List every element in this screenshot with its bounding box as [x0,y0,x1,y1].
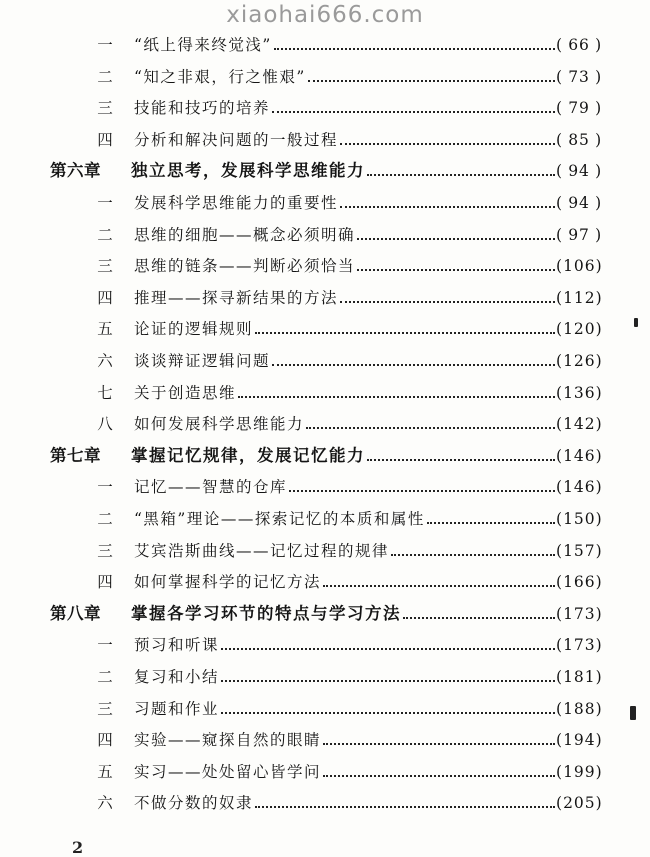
toc-section-row [0,725,650,755]
page-number-value: 157 [563,541,596,560]
dot-leader [308,80,555,82]
page-number-value: 66 [568,36,590,54]
dot-leader [403,617,555,619]
page-reference: ( 66 ) [556,30,614,60]
section-number: 一 [97,36,113,54]
entry-line [131,441,555,471]
toc-section-row [0,472,650,502]
page-number-value: 173 [563,636,596,655]
page-reference: ( 85 ) [556,125,614,155]
toc-section-row [0,220,650,250]
page-reference: (112) [556,283,614,313]
toc-section-row [0,346,650,376]
entry-line [134,314,555,344]
page-number-value: 94 [568,162,590,181]
page-number-value: 85 [568,130,590,149]
page-number-value: 146 [563,446,596,465]
dot-leader [272,364,555,366]
chapter-number: 第六章 [50,161,101,181]
section-number: 一 [97,194,113,212]
dot-leader [272,111,555,113]
page-reference: (146) [556,441,614,471]
section-number: 六 [97,352,113,370]
page-number-value: 112 [563,288,596,307]
toc-section-row [0,283,650,313]
page-reference: (166) [556,567,614,597]
dot-leader [323,585,555,587]
entry-line [134,251,555,281]
dot-leader [255,332,555,334]
chapter-number: 第八章 [50,603,101,623]
section-title: 推理——探寻新结果的方法 [134,288,339,307]
page-number-value: 120 [563,320,596,339]
section-number: 三 [97,541,113,560]
entry-line [134,788,555,818]
dot-leader [289,490,555,492]
section-title: 记忆——智慧的仓库 [134,478,288,497]
page-reference: (142) [556,409,614,439]
section-number: 二 [97,225,113,244]
page-reference: (194) [556,725,614,755]
dot-leader [306,427,555,429]
toc-section-row [0,630,650,660]
entry-line [134,757,555,787]
toc-section-row [0,378,650,408]
dot-leader [274,48,555,50]
toc-section-row [0,567,650,597]
section-number: 一 [97,636,113,655]
page-number-value: 205 [563,794,596,813]
section-number: 三 [97,99,113,118]
chapter-title: 独立思考，发展科学思维能力 [131,161,365,181]
scan-speck [634,318,638,327]
page-reference: ( 97 ) [556,220,614,250]
toc-section-row [0,504,650,534]
dot-leader [340,143,555,145]
entry-line [134,188,555,218]
dot-leader [221,680,555,682]
page-number-value: 194 [563,731,596,750]
toc-section-row [0,188,650,218]
section-title: 不做分数的奴隶 [134,794,254,813]
section-title: 发展科学思维能力的重要性 [134,194,339,212]
page-reference: (173) [556,630,614,660]
dot-leader [221,648,555,650]
page-number-value: 173 [563,604,596,623]
section-title: 艾宾浩斯曲线——记忆过程的规律 [134,541,390,560]
entry-line [134,62,555,92]
page-reference: (173) [556,599,614,629]
toc-section-row [0,788,650,818]
section-title: 实验——窥探自然的眼睛 [134,731,322,750]
dot-leader [357,269,555,271]
section-title: 如何发展科学思维能力 [134,415,305,434]
toc-section-row [0,536,650,566]
toc-section-row [0,757,650,787]
page-number-value: 150 [563,510,596,528]
dot-leader [340,206,555,208]
page-number-value: 79 [568,99,590,118]
chapter-title: 掌握记忆规律，发展记忆能力 [131,445,365,465]
page-number-value: 199 [563,762,596,781]
section-number: 五 [97,320,113,339]
entry-line [134,220,555,250]
toc-section-row [0,251,650,281]
section-title: 谈谈辩证逻辑问题 [134,352,271,370]
toc-section-row [0,30,650,60]
section-number: 四 [97,731,113,750]
toc-section-row [0,125,650,155]
entry-line [134,630,555,660]
dot-leader [340,301,555,303]
page-reference: (188) [556,694,614,724]
section-title: 论证的逻辑规则 [134,320,254,339]
page-reference: (150) [556,504,614,534]
section-number: 二 [97,67,113,86]
page-number-value: 166 [563,573,596,592]
section-title: 预习和听课 [134,636,220,655]
page-number-value: 181 [563,668,596,686]
section-title: “知之非艰，行之惟艰” [134,67,306,86]
dot-leader [391,554,555,556]
entry-line [134,504,555,534]
watermark: xiaohai666.com [226,2,424,28]
page-reference: ( 79 ) [556,93,614,123]
entry-line [134,125,555,155]
entry-line [134,662,555,692]
page-reference: ( 94 ) [556,188,614,218]
dot-leader [357,238,555,240]
toc-section-row [0,662,650,692]
toc-section-row [0,409,650,439]
dot-leader [367,459,555,461]
dot-leader [323,743,555,745]
page-reference: (126) [556,346,614,376]
section-title: 复习和小结 [134,668,220,686]
section-title: 思维的链条——判断必须恰当 [134,257,356,276]
dot-leader [221,712,555,714]
entry-line [134,378,555,408]
page-number-value: 94 [568,194,590,212]
section-number: 八 [97,415,113,434]
section-title: “纸上得来终觉浅” [134,36,272,54]
entry-line [134,283,555,313]
page-reference: (199) [556,757,614,787]
section-number: 四 [97,288,113,307]
page-reference: (120) [556,314,614,344]
toc-chapter-row [0,156,650,186]
page-reference: (106) [556,251,614,281]
page-number-value: 136 [563,383,596,402]
dot-leader [255,806,555,808]
section-title: 习题和作业 [134,699,220,718]
section-title: 实习——处处留心皆学问 [134,762,322,781]
dot-leader [367,174,555,176]
section-title: 技能和技巧的培养 [134,99,271,118]
section-number: 四 [97,130,113,149]
section-title: “黑箱”理论——探索记忆的本质和属性 [134,510,425,528]
chapter-number: 第七章 [50,445,101,465]
toc-section-row [0,62,650,92]
page-number-value: 146 [563,478,596,497]
page-reference: (157) [556,536,614,566]
page-number-value: 106 [563,257,596,276]
section-number: 四 [97,573,113,592]
section-number: 三 [97,699,113,718]
page-reference: ( 94 ) [556,156,614,186]
section-number: 二 [97,668,113,686]
dot-leader [427,522,555,524]
page-reference: (181) [556,662,614,692]
page-reference: (136) [556,378,614,408]
section-number: 二 [97,510,113,528]
entry-line [134,409,555,439]
section-title: 如何掌握科学的记忆方法 [134,573,322,592]
entry-line [134,346,555,376]
page-number-value: 73 [568,67,590,86]
entry-line [131,156,555,186]
page-number-value: 126 [563,352,596,370]
section-number: 五 [97,762,113,781]
toc-section-row [0,694,650,724]
dot-leader [323,775,555,777]
toc-section-row [0,314,650,344]
section-number: 七 [97,383,113,402]
entry-line [134,536,555,566]
chapter-title: 掌握各学习环节的特点与学习方法 [131,603,401,623]
page-number: 2 [72,838,84,857]
page-reference: (146) [556,472,614,502]
entry-line [134,725,555,755]
section-number: 三 [97,257,113,276]
page-number-value: 142 [563,415,596,434]
toc-chapter-row [0,599,650,629]
dot-leader [238,396,555,398]
section-number: 六 [97,794,113,813]
entry-line [134,694,555,724]
section-title: 关于创造思维 [134,383,237,402]
scan-speck [630,706,636,720]
page-number-value: 97 [568,225,590,244]
page-number-value: 188 [563,699,596,718]
toc-chapter-row [0,441,650,471]
entry-line [131,599,555,629]
entry-line [134,567,555,597]
section-title: 思维的细胞——概念必须明确 [134,225,356,244]
section-number: 一 [97,478,113,497]
page-reference: ( 73 ) [556,62,614,92]
page-reference: (205) [556,788,614,818]
toc-section-row [0,93,650,123]
entry-line [134,93,555,123]
entry-line [134,30,555,60]
section-title: 分析和解决问题的一般过程 [134,130,339,149]
entry-line [134,472,555,502]
